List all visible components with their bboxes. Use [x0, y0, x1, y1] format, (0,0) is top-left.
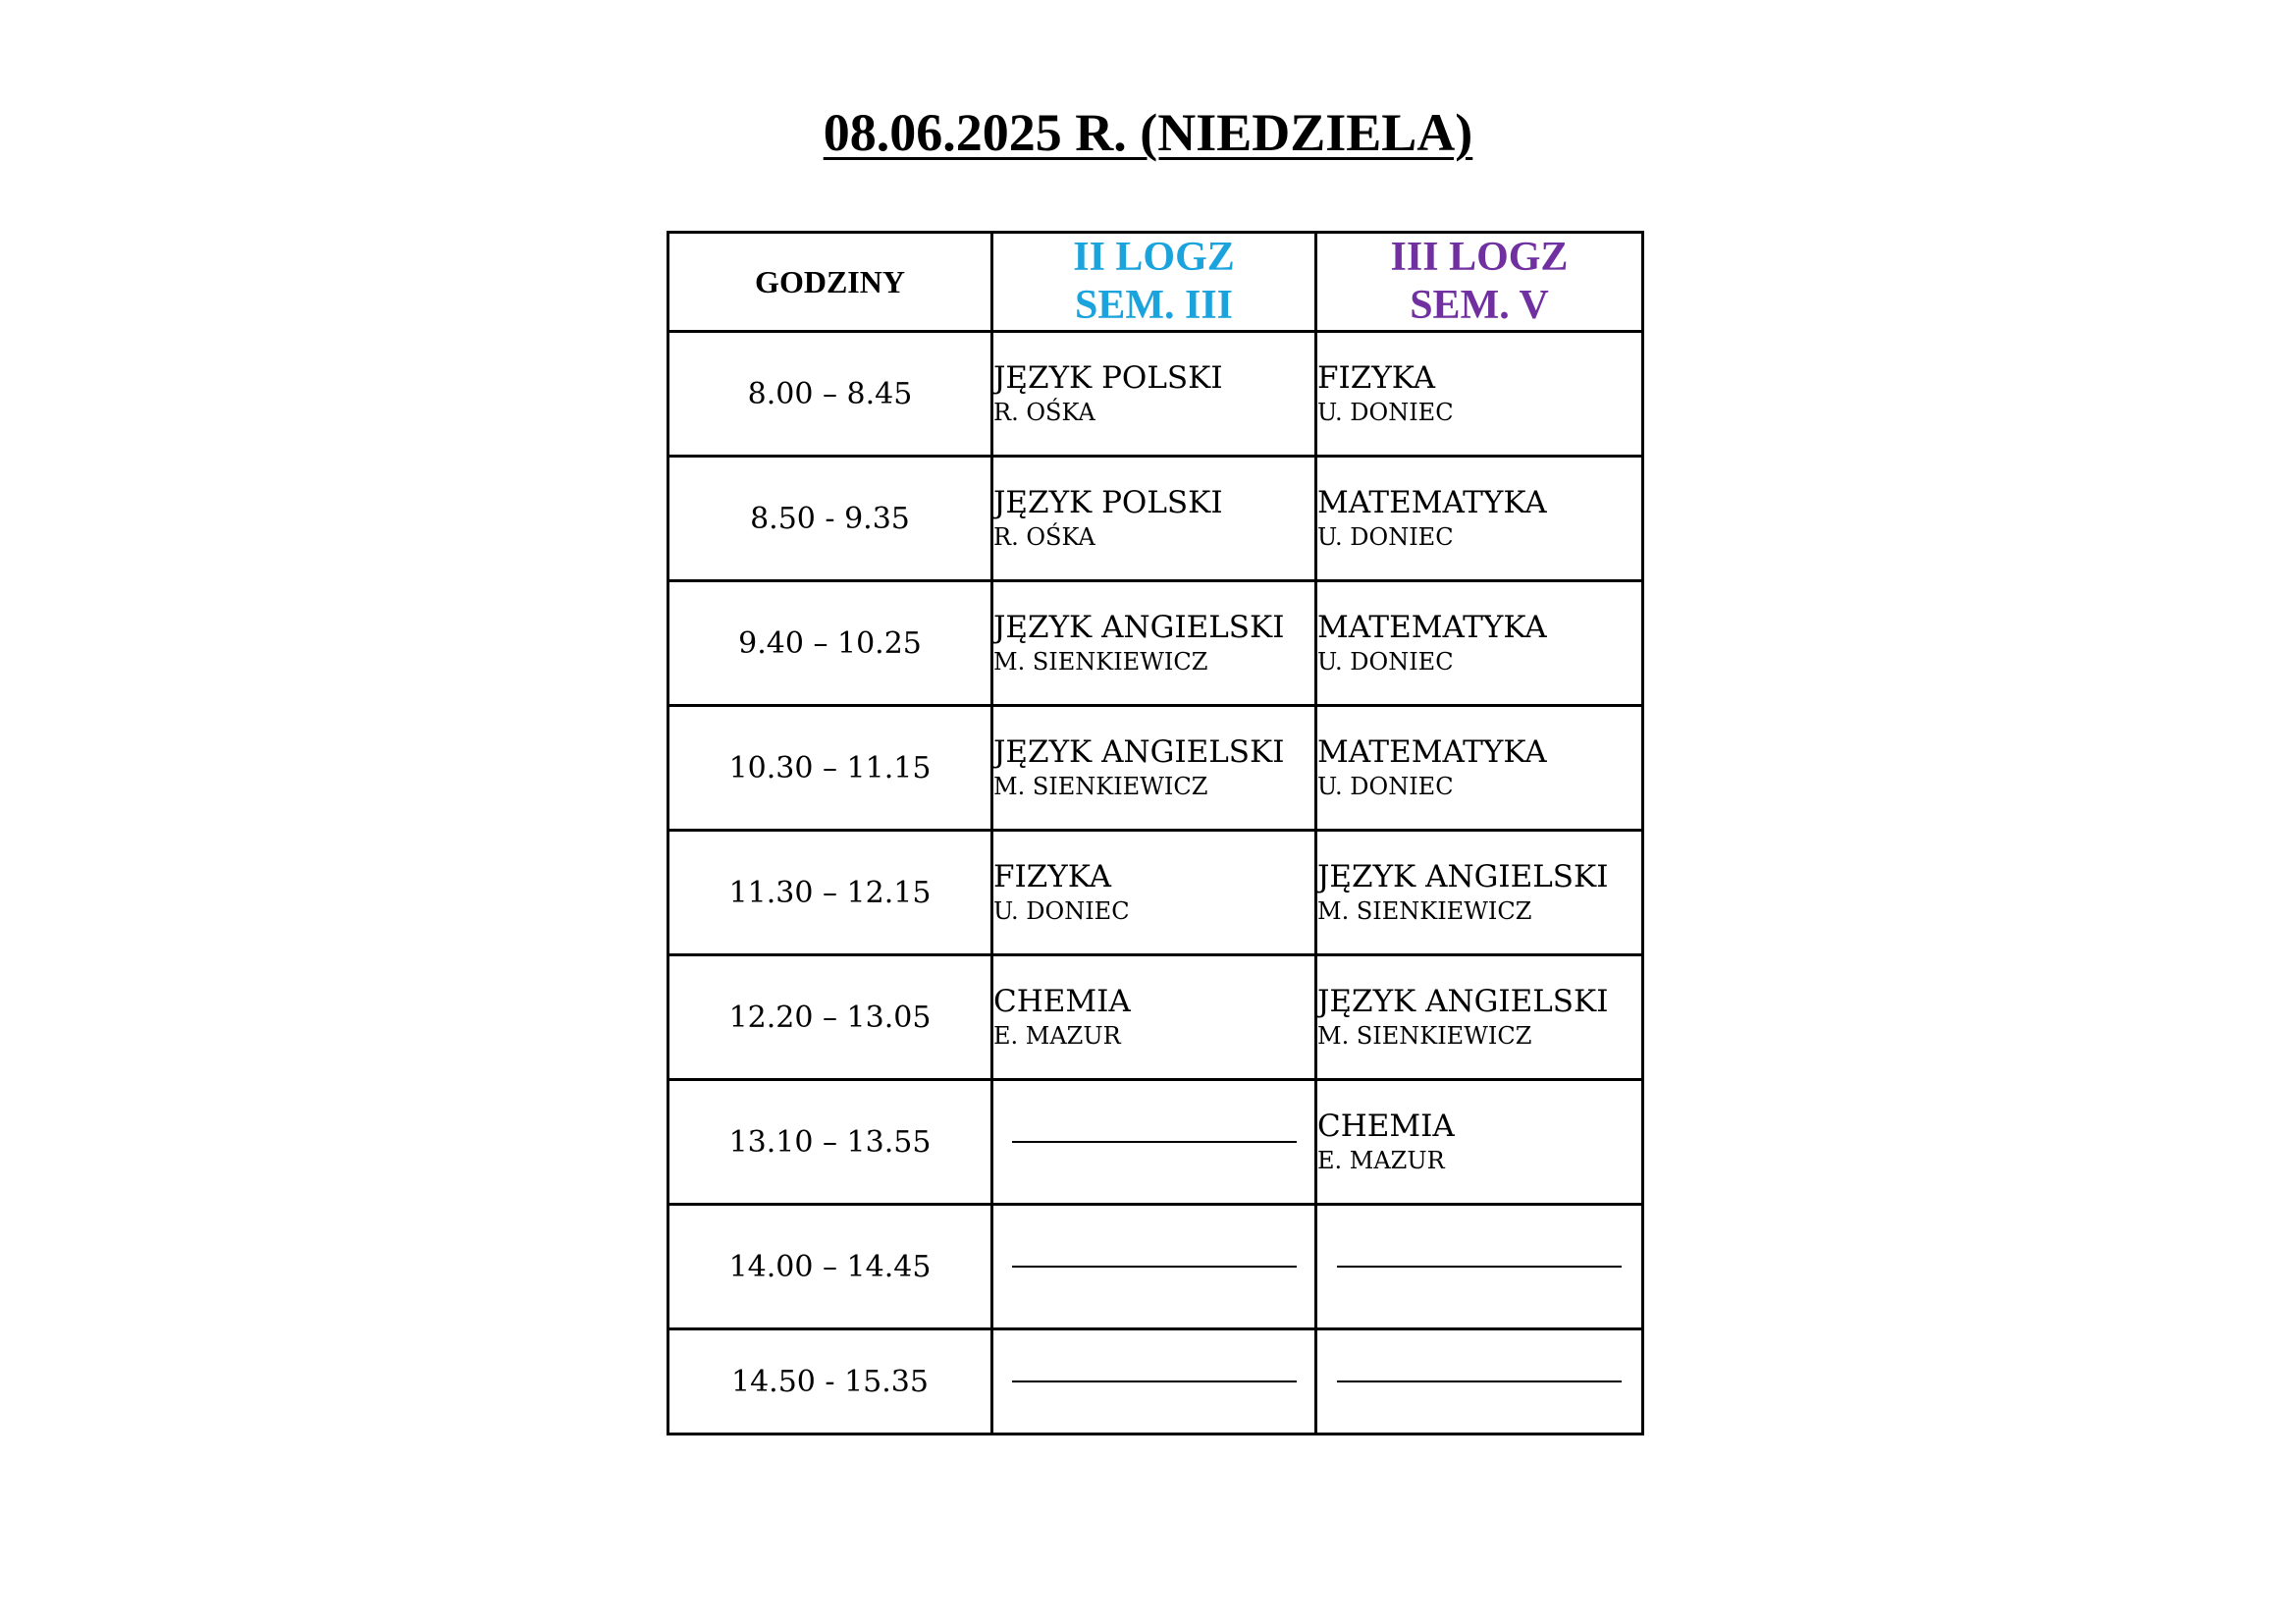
time-slot: 9.40 – 10.25 — [668, 581, 992, 706]
time-slot: 8.50 - 9.35 — [668, 457, 992, 581]
time-slot: 12.20 – 13.05 — [668, 955, 992, 1080]
no-lesson-line — [1012, 1380, 1297, 1382]
lesson-subject: MATEMATYKA — [1317, 610, 1547, 645]
time-slot: 14.50 - 15.35 — [668, 1329, 992, 1435]
lesson-teacher: U. DONIEC — [1317, 523, 1454, 551]
lesson-cell — [992, 831, 1316, 955]
group-name: II LOGZ — [1073, 235, 1235, 280]
lesson-subject: FIZYKA — [993, 859, 1112, 894]
time-slot: 13.10 – 13.55 — [668, 1080, 992, 1205]
lesson-teacher: U. DONIEC — [1317, 773, 1454, 800]
lesson-teacher: M. SIENKIEWICZ — [993, 773, 1208, 800]
lesson-teacher: U. DONIEC — [1317, 648, 1454, 676]
schedule-body — [668, 332, 1643, 1435]
lesson-cell — [992, 581, 1316, 706]
lesson-teacher: M. SIENKIEWICZ — [1317, 1022, 1532, 1050]
lesson-cell — [992, 457, 1316, 581]
no-lesson-line — [1337, 1380, 1622, 1382]
lesson-subject: MATEMATYKA — [1317, 485, 1547, 520]
table-row — [668, 581, 1643, 706]
lesson-cell — [992, 706, 1316, 831]
lesson-cell — [1316, 581, 1643, 706]
lesson-subject: JĘZYK POLSKI — [993, 485, 1223, 520]
lesson-teacher: E. MAZUR — [993, 1022, 1121, 1050]
no-lesson-line — [1012, 1141, 1297, 1143]
group-semester: SEM. V — [1410, 283, 1549, 328]
lesson-subject: JĘZYK ANGIELSKI — [1317, 859, 1609, 894]
group-header-ii-logz — [992, 233, 1316, 332]
lesson-subject: MATEMATYKA — [1317, 734, 1547, 770]
schedule-table — [667, 231, 1644, 1435]
time-slot: 14.00 – 14.45 — [668, 1205, 992, 1329]
no-lesson-line — [1012, 1266, 1297, 1268]
lesson-subject: CHEMIA — [1317, 1109, 1455, 1144]
empty-lesson-cell — [992, 1080, 1316, 1205]
lesson-subject: FIZYKA — [1317, 360, 1436, 396]
time-column-header: GODZINY — [668, 233, 992, 332]
lesson-cell — [1316, 457, 1643, 581]
lesson-cell — [1316, 1080, 1643, 1205]
group-header-iii-logz — [1316, 233, 1643, 332]
empty-lesson-cell — [992, 1205, 1316, 1329]
time-slot: 10.30 – 11.15 — [668, 706, 992, 831]
table-row — [668, 1205, 1643, 1329]
time-slot: 8.00 – 8.45 — [668, 332, 992, 457]
empty-lesson-cell — [1316, 1205, 1643, 1329]
lesson-subject: JĘZYK POLSKI — [993, 360, 1223, 396]
lesson-cell — [992, 332, 1316, 457]
no-lesson-line — [1337, 1266, 1622, 1268]
table-row — [668, 332, 1643, 457]
page-title: 08.06.2025 R. (NIEDZIELA) — [823, 103, 1473, 162]
lesson-cell — [1316, 955, 1643, 1080]
time-slot: 11.30 – 12.15 — [668, 831, 992, 955]
lesson-subject: CHEMIA — [993, 984, 1131, 1019]
lesson-cell — [1316, 831, 1643, 955]
header-row — [668, 233, 1643, 332]
lesson-teacher: E. MAZUR — [1317, 1147, 1445, 1174]
table-row — [668, 1080, 1643, 1205]
lesson-cell — [992, 955, 1316, 1080]
empty-lesson-cell — [992, 1329, 1316, 1435]
empty-lesson-cell — [1316, 1329, 1643, 1435]
table-row — [668, 955, 1643, 1080]
lesson-teacher: R. OŚKA — [993, 523, 1095, 551]
group-name: III LOGZ — [1390, 235, 1569, 280]
lesson-teacher: M. SIENKIEWICZ — [1317, 897, 1532, 925]
lesson-teacher: U. DONIEC — [1317, 399, 1454, 426]
lesson-subject: JĘZYK ANGIELSKI — [993, 610, 1285, 645]
table-row — [668, 457, 1643, 581]
lesson-subject: JĘZYK ANGIELSKI — [993, 734, 1285, 770]
lesson-subject: JĘZYK ANGIELSKI — [1317, 984, 1609, 1019]
table-row — [668, 1329, 1643, 1435]
lesson-teacher: M. SIENKIEWICZ — [993, 648, 1208, 676]
lesson-cell — [1316, 332, 1643, 457]
table-row — [668, 706, 1643, 831]
lesson-teacher: R. OŚKA — [993, 399, 1095, 426]
lesson-teacher: U. DONIEC — [993, 897, 1130, 925]
table-row — [668, 831, 1643, 955]
lesson-cell — [1316, 706, 1643, 831]
group-semester: SEM. III — [1074, 283, 1234, 328]
